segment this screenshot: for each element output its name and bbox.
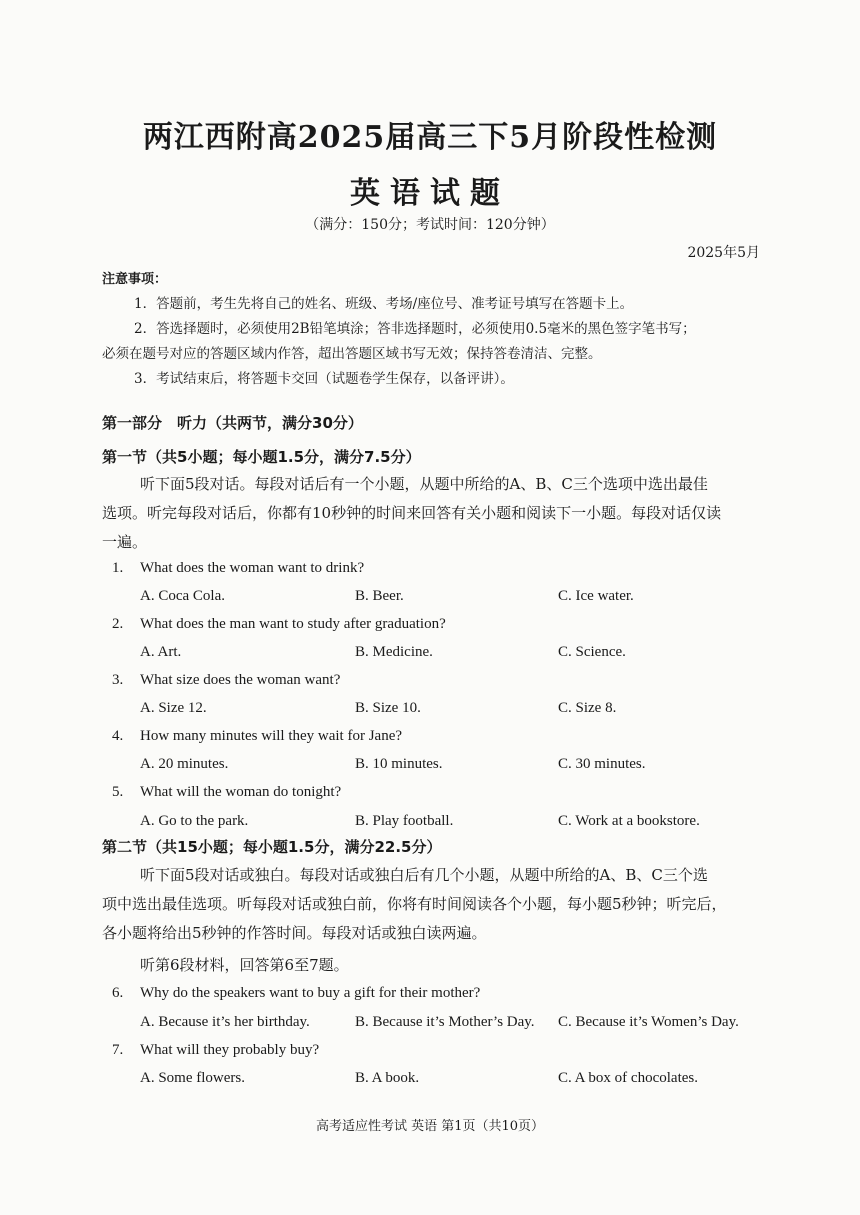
option-b: B. Because it’s Mother’s Day. [355, 1014, 535, 1030]
question-number: 7. [112, 1042, 124, 1058]
option-c: C. Size 8. [558, 700, 617, 716]
section1-instruction-line3: 一遍。 [102, 533, 148, 551]
option-c: C. Science. [558, 644, 626, 660]
option-c: C. Because it’s Women’s Day. [558, 1014, 739, 1030]
question-text: What does the man want to study after graduation? [140, 616, 446, 632]
section2-material-note: 听第6段材料，回答第6至7题。 [140, 956, 349, 974]
option-b: B. Beer. [355, 588, 404, 604]
question-text: Why do the speakers want to buy a gift for their mother? [140, 985, 481, 1001]
question-number: 4. [112, 728, 124, 744]
option-b: B. A book. [355, 1070, 420, 1086]
notice-item-2b: 必须在题号对应的答题区域内作答，超出答题区域书写无效；保持答卷清洁、完整。 [102, 346, 602, 362]
question-text: What will the woman do tonight? [140, 784, 342, 800]
section2-heading: 第二节（共15小题；每小题1.5分，满分22.5分） [102, 838, 442, 856]
option-a: A. Coca Cola. [140, 588, 225, 604]
option-a: A. 20 minutes. [140, 756, 229, 772]
section1-heading: 第一节（共5小题；每小题1.5分，满分7.5分） [102, 448, 421, 466]
option-c: C. Ice water. [558, 588, 634, 604]
option-c: C. A box of chocolates. [558, 1070, 698, 1086]
question-text: What does the woman want to drink? [140, 560, 365, 576]
exam-subtitle: 英语试题 [350, 176, 510, 211]
question-number: 3. [112, 672, 124, 688]
question-number: 2. [112, 616, 124, 632]
option-b: B. 10 minutes. [355, 756, 443, 772]
option-b: B. Play football. [355, 813, 454, 829]
question-number: 5. [112, 784, 124, 800]
notice-item-3: 3．考试结束后，将答题卡交回（试题卷学生保存，以备评讲）。 [134, 371, 514, 387]
question-number: 6. [112, 985, 124, 1001]
notice-heading: 注意事项： [102, 272, 168, 287]
option-a: A. Go to the park. [140, 813, 249, 829]
notice-item-2a: 2．答选择题时，必须使用2B铅笔填涂；答非选择题时，必须使用0.5毫米的黑色签字笔书写； [134, 321, 696, 337]
question-text: What will they probably buy? [140, 1042, 320, 1058]
option-a: A. Art. [140, 644, 182, 660]
option-b: B. Size 10. [355, 700, 421, 716]
section2-instruction-line3: 各小题将给出5秒钟的作答时间。每段对话或独白读两遍。 [102, 924, 487, 942]
exam-meta: （满分：150分；考试时间：120分钟） [305, 217, 555, 233]
section2-instruction-line1: 听下面5段对话或独白。每段对话或独白后有几个小题，从题中所给的A、B、C三个选 [140, 866, 708, 884]
notice-item-1: 1．答题前，考生先将自己的姓名、班级、考场/座位号、准考证号填写在答题卡上。 [134, 296, 634, 312]
exam-date: 2025年5月 [687, 245, 760, 261]
option-a: A. Some flowers. [140, 1070, 245, 1086]
option-a: A. Because it’s her birthday. [140, 1014, 310, 1030]
page-footer: 高考适应性考试 英语 第1页（共10页） [315, 1119, 545, 1134]
section1-instruction-line1: 听下面5段对话。每段对话后有一个小题，从题中所给的A、B、C三个选项中选出最佳 [140, 475, 708, 493]
option-c: C. Work at a bookstore. [558, 813, 700, 829]
exam-title: 两江西附高2025届高三下5月阶段性检测 [142, 120, 718, 155]
section2-instruction-line2: 项中选出最佳选项。听每段对话或独白前，你将有时间阅读各个小题，每小题5秒钟；听完后， [102, 895, 727, 913]
option-b: B. Medicine. [355, 644, 433, 660]
option-c: C. 30 minutes. [558, 756, 646, 772]
question-text: What size does the woman want? [140, 672, 341, 688]
question-text: How many minutes will they wait for Jane? [140, 728, 403, 744]
option-a: A. Size 12. [140, 700, 207, 716]
section1-instruction-line2: 选项。听完每段对话后，你都有10秒钟的时间来回答有关小题和阅读下一小题。每段对话仅读 [102, 504, 722, 522]
part1-heading: 第一部分 听力（共两节，满分30分） [102, 414, 363, 432]
question-number: 1. [112, 560, 124, 576]
